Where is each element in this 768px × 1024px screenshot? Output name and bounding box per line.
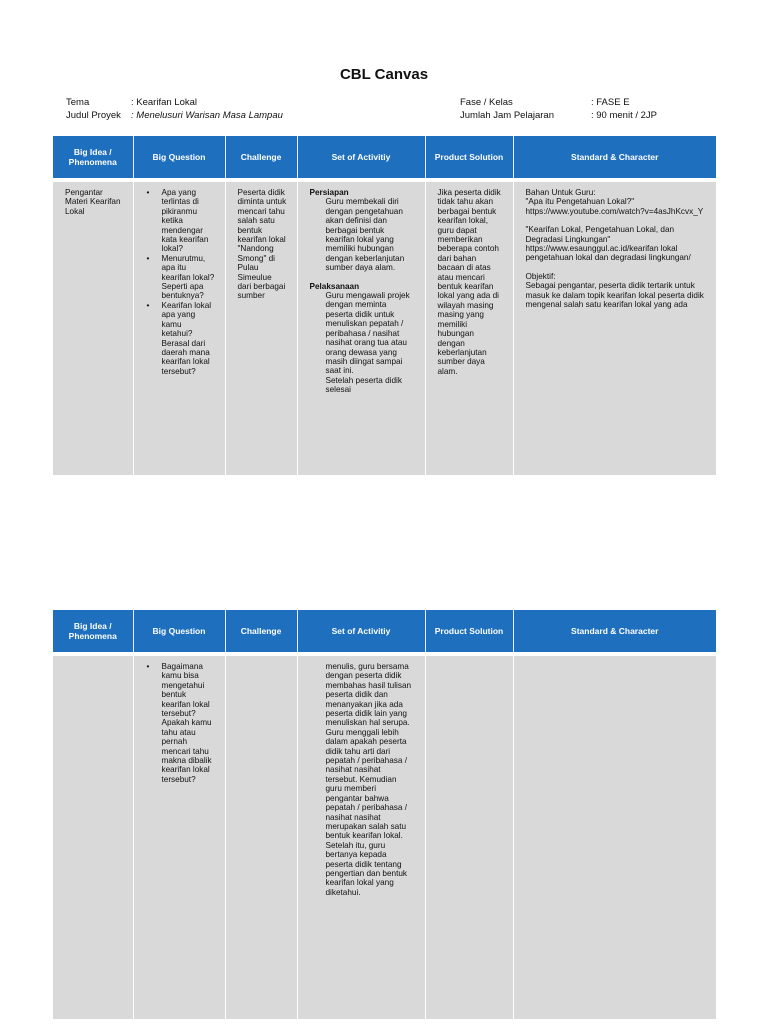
big-question-cell: [133, 654, 225, 1019]
activity-text-3: Setelah itu, guru bertanya kepada peserta didik tentang pengertian dan bentuk kearifan lokal yang diketahui.: [325, 840, 407, 897]
project-meta-left: [66, 97, 283, 122]
judul-label: Judul Proyek: [66, 109, 121, 121]
product-solution-cell: [425, 654, 513, 1019]
pelaksanaan-text-2: Setelah peserta didik selesai: [325, 375, 402, 395]
tema-value: : Kearifan Lokal: [131, 97, 198, 108]
persiapan-text: Guru membekali diri dengan pengetahuan akan definisi dan berbagai bentuk kearifan lokal yang memiliki hubungan dengan keberlanjutan sumber daya alam.: [325, 197, 405, 273]
tema-label: Tema: [66, 97, 90, 108]
project-meta-right: [460, 97, 657, 122]
list-item: • Menurutmu, apa itu kearifan lokal? Seperti apa bentuknya?: [162, 254, 215, 301]
standard-ref-title-2: "Kearifan Lokal, Pengetahuan Lokal, dan Degradasi Lingkungan": [525, 225, 675, 244]
activity-cell: [297, 654, 425, 1019]
challenge-cell: Peserta didik diminta untuk mencari tahu salah satu bentuk kearifan lokal "Nandong Smong" di Pulau Simeulue dari berbagai sumber: [225, 180, 297, 475]
product-solution-cell: Jika peserta didik tidak tahu akan berbagai bentuk kearifan lokal, guru dapat memberikan beberapa contoh dari bahan bacaan di atas atau mencari bentuk kearifan lokal yang ada di wilayah masing masing yang memiliki hubungan dengan keberlanjutan sumber daya alam.: [425, 180, 513, 475]
big-question-list: [146, 188, 215, 376]
list-item: • Bagaimana kamu bisa mengetahui bentuk kearifan lokal tersebut? Apakah kamu tahu atau pernah mencari tahu makna dibalik kearifan lokal tersebut?: [162, 662, 215, 784]
header-big-idea: Big Idea / Phenomena: [53, 610, 133, 654]
standard-heading: Bahan Untuk Guru:: [525, 188, 596, 197]
canvas-table-1: [53, 136, 716, 475]
header-activity: Set of Activitiy: [297, 610, 425, 654]
standard-ref-link-2: https://www.esaunggul.ac.id/kearifan lokal pengetahuan lokal dan degradasi lingkungan/: [525, 244, 691, 263]
list-item: • Kearifan lokal apa yang kamu ketahui? Berasal dari daerah mana kearifan lokal tersebut?: [162, 301, 215, 376]
standard-character-cell: [513, 654, 716, 1019]
table-row: [53, 180, 716, 475]
header-big-question: Big Question: [133, 136, 225, 180]
header-challenge: Challenge: [225, 610, 297, 654]
table-row: [53, 654, 716, 1019]
activity-text-1: menulis, guru bersama dengan peserta didik membahas hasil tulisan peserta didik dan menanyakan jika ada peserta didik lain yang menuliskan hal serupa.: [325, 662, 412, 728]
objective-label: Objektif:: [525, 271, 556, 281]
header-standard-character: Standard & Character: [513, 610, 716, 654]
page-title: CBL Canvas: [339, 66, 429, 83]
standard-ref-title-1: "Apa itu Pengetahuan Lokal?": [525, 197, 635, 207]
header-standard-character: Standard & Character: [513, 136, 716, 180]
header-activity: Set of Activitiy: [297, 136, 425, 180]
objective-text: Sebagai pengantar, peserta didik tertarik untuk masuk ke dalam topik kearifan lokal peserta didik mengenal salah satu kearifan lokal yang ada: [525, 281, 704, 310]
pelaksanaan-text: Guru mengawali projek dengan meminta peserta didik untuk menuliskan pepatah / peribahasa / nasihat nasihat orang tua atau orang dewasa yang masih diingat sampai saat ini.: [325, 291, 410, 376]
canvas-table-2: [53, 610, 716, 1019]
big-question-list: [146, 662, 215, 784]
fase-label: Fase / Kelas: [460, 97, 513, 108]
big-idea-cell: [53, 654, 133, 1019]
big-question-cell: [133, 180, 225, 475]
pelaksanaan-heading: Pelaksanaan: [309, 281, 360, 291]
header-big-idea: Big Idea / Phenomena: [53, 136, 133, 180]
list-item: • Apa yang terlintas di pikiranmu ketika mendengar kata kearifan lokal?: [162, 188, 215, 254]
jam-label: Jumlah Jam Pelajaran: [460, 109, 554, 121]
challenge-cell: [225, 654, 297, 1019]
header-product-solution: Product Solution: [425, 610, 513, 654]
header-product-solution: Product Solution: [425, 136, 513, 180]
persiapan-heading: Persiapan: [309, 188, 349, 197]
standard-character-cell: [513, 180, 716, 475]
fase-value: : FASE E: [591, 97, 630, 108]
big-idea-cell: Pengantar Materi Kearifan Lokal: [53, 180, 133, 475]
header-challenge: Challenge: [225, 136, 297, 180]
header-big-question: Big Question: [133, 610, 225, 654]
standard-ref-link-1: https://www.youtube.com/watch?v=4asJhKcvx_Y: [525, 206, 704, 216]
jam-value: : 90 menit / 2JP: [591, 109, 658, 121]
activity-text-2: Guru menggali lebih dalam apakah peserta didik tahu arti dari pepatah / peribahasa / nasihat nasihat tersebut. Kemudian guru memberi pengantar bahwa pepatah / peribahasa / nasihat nasihat merupakan salah satu bentuk kearifan lokal.: [325, 727, 407, 841]
activity-cell: [297, 180, 425, 475]
judul-value: : Menelusuri Warisan Masa Lampau: [131, 109, 283, 121]
